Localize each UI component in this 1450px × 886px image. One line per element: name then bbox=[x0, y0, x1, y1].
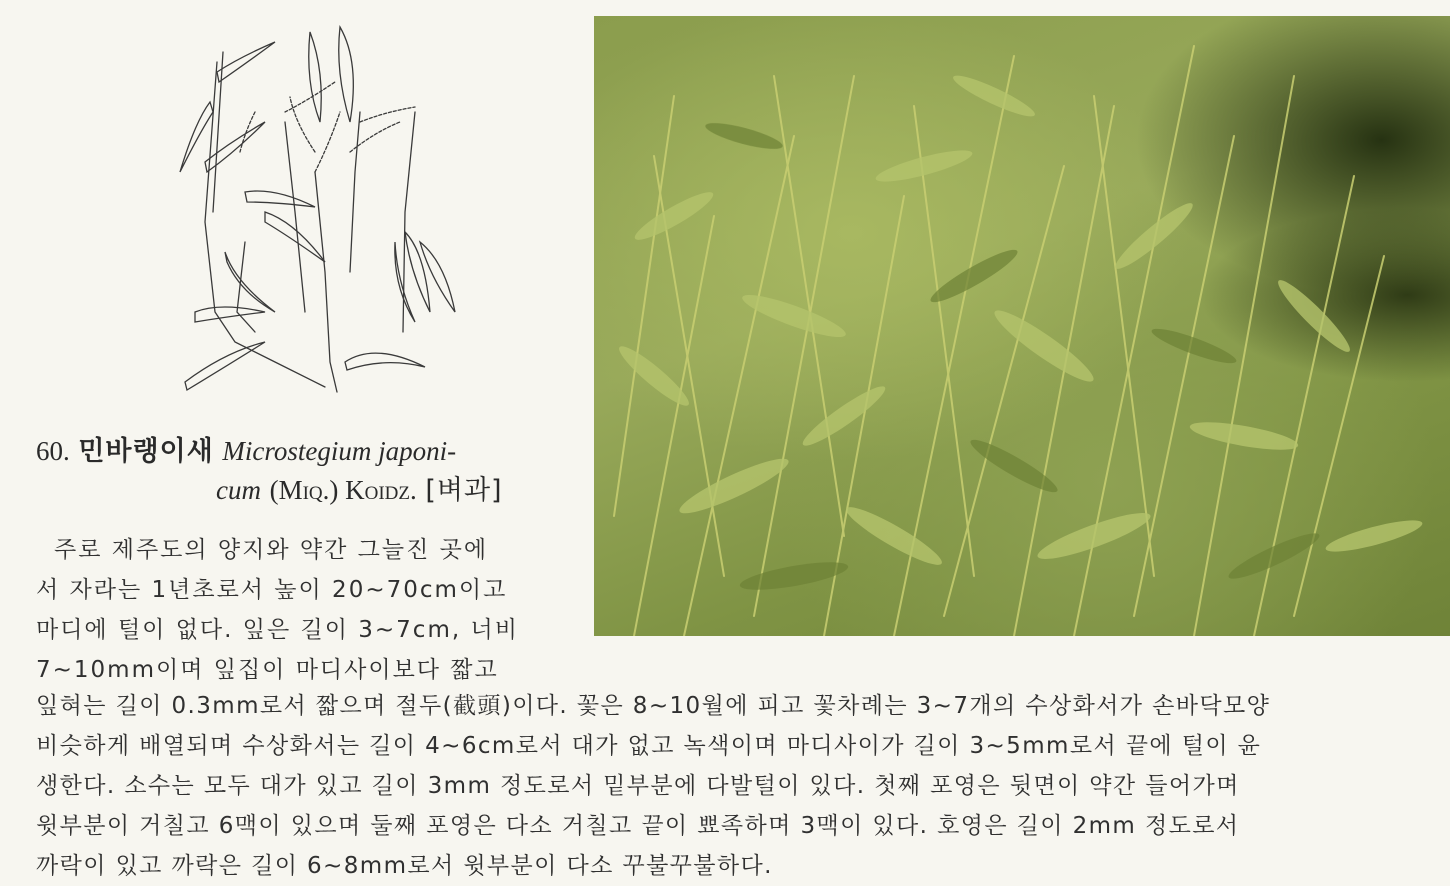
title-line-2 bbox=[36, 471, 556, 510]
description-line: 7~10mm이며 잎집이 마디사이보다 짧고 bbox=[36, 657, 499, 683]
species-title bbox=[36, 432, 556, 510]
scientific-name-part1: Microstegium japoni- bbox=[222, 436, 457, 466]
description-line: 주로 제주도의 양지와 약간 그늘진 곳에 bbox=[54, 537, 489, 563]
description-narrow bbox=[36, 530, 519, 690]
author-citation: (Miq.) Koidz. bbox=[269, 475, 417, 505]
description-wide bbox=[36, 686, 1270, 886]
description-line: 비슷하게 배열되며 수상화서는 길이 4~6cm로서 대가 없고 녹색이며 마디사이가 길이 3~5mm로서 끝에 털이 윤 bbox=[36, 733, 1262, 759]
description-line: 잎혀는 길이 0.3mm로서 짧으며 절두(截頭)이다. 꽃은 8~10월에 피고 꽃차례는 3~7개의 수상화서가 손바닥모양 bbox=[36, 693, 1271, 719]
entry-number: 60. bbox=[36, 436, 70, 466]
scientific-name-part2: cum bbox=[216, 475, 261, 505]
korean-name: 민바랭이새 bbox=[78, 436, 214, 467]
description-line: 마디에 털이 없다. 잎은 길이 3~7cm, 너비 bbox=[36, 617, 519, 643]
description-line: 까락이 있고 까락은 길이 6~8mm로서 윗부분이 다소 꾸불꾸불하다. bbox=[36, 853, 773, 879]
title-line-1 bbox=[36, 432, 556, 471]
grass-photograph bbox=[594, 16, 1450, 636]
family-name: [벼과] bbox=[425, 475, 503, 506]
description-line: 윗부분이 거칠고 6맥이 있으며 둘째 포영은 다소 거칠고 끝이 뾰족하며 3맥이 있다. 호영은 길이 2mm 정도로서 bbox=[36, 813, 1240, 839]
description-line: 서 자라는 1년초로서 높이 20~70cm이고 bbox=[36, 577, 508, 603]
description-line: 생한다. 소수는 모두 대가 있고 길이 3mm 정도로서 밑부분에 다발털이 있다. 첫째 포영은 뒷면이 약간 들어가며 bbox=[36, 773, 1240, 799]
plant-illustration bbox=[165, 12, 465, 402]
